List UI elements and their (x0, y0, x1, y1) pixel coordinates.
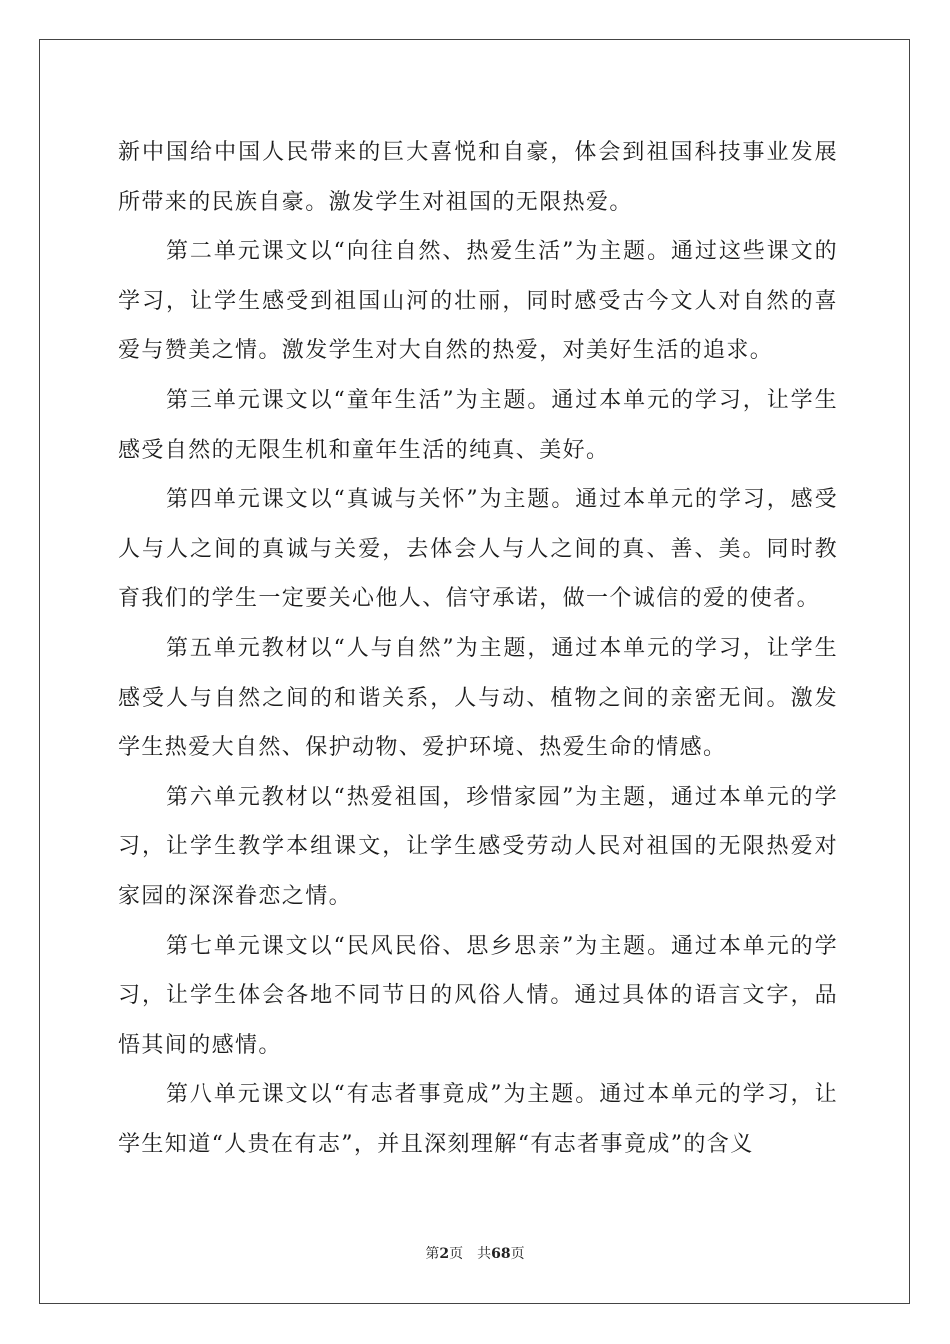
document-body (118, 128, 838, 1169)
paragraph-4: 第四单元课文以“真诚与关怀”为主题。通过本单元的学习，感受人与人之间的真诚与关爱，去体会人与人之间的真、善、美。同时教育我们的学生一定要关心他人、信守承诺，做一个诚信的爱的使者。 (118, 487, 838, 612)
paragraph-1: 新中国给中国人民带来的巨大喜悦和自豪，体会到祖国科技事业发展所带来的民族自豪。激发学生对祖国的无限热爱。 (118, 140, 838, 215)
page-footer (0, 1243, 950, 1263)
page-number-suffix: 页 (449, 1246, 464, 1262)
total-pages-prefix: 共 (477, 1246, 492, 1262)
page-number: 2 (439, 1246, 450, 1262)
page-number-prefix: 第 (425, 1246, 440, 1262)
paragraph-8: 第八单元课文以“有志者事竟成”为主题。通过本单元的学习，让学生知道“人贵在有志”，并且深刻理解“有志者事竟成”的含义 (118, 1082, 838, 1157)
paragraph-5: 第五单元教材以“人与自然”为主题，通过本单元的学习，让学生感受人与自然之间的和谐关系，人与动、植物之间的亲密无间。激发学生热爱大自然、保护动物、爱护环境、热爱生命的情感。 (118, 635, 838, 761)
paragraph-3: 第三单元课文以“童年生活”为主题。通过本单元的学习，让学生感受自然的无限生机和童年生活的纯真、美好。 (118, 387, 838, 463)
paragraph-2: 第二单元课文以“向往自然、热爱生活”为主题。通过这些课文的学习，让学生感受到祖国山河的壮丽，同时感受古今文人对自然的喜爱与赞美之情。激发学生对大自然的热爱，对美好生活的追求。 (118, 239, 838, 364)
total-pages-suffix: 页 (510, 1246, 525, 1262)
paragraph-6: 第六单元教材以“热爱祖国，珍惜家园”为主题，通过本单元的学习，让学生教学本组课文，让学生感受劳动人民对祖国的无限热爱对家园的深深眷恋之情。 (118, 784, 838, 909)
paragraph-7: 第七单元课文以“民风民俗、思乡思亲”为主题。通过本单元的学习，让学生体会各地不同节日的风俗人情。通过具体的语言文字，品悟其间的感情。 (118, 933, 838, 1058)
total-pages: 68 (491, 1246, 511, 1262)
